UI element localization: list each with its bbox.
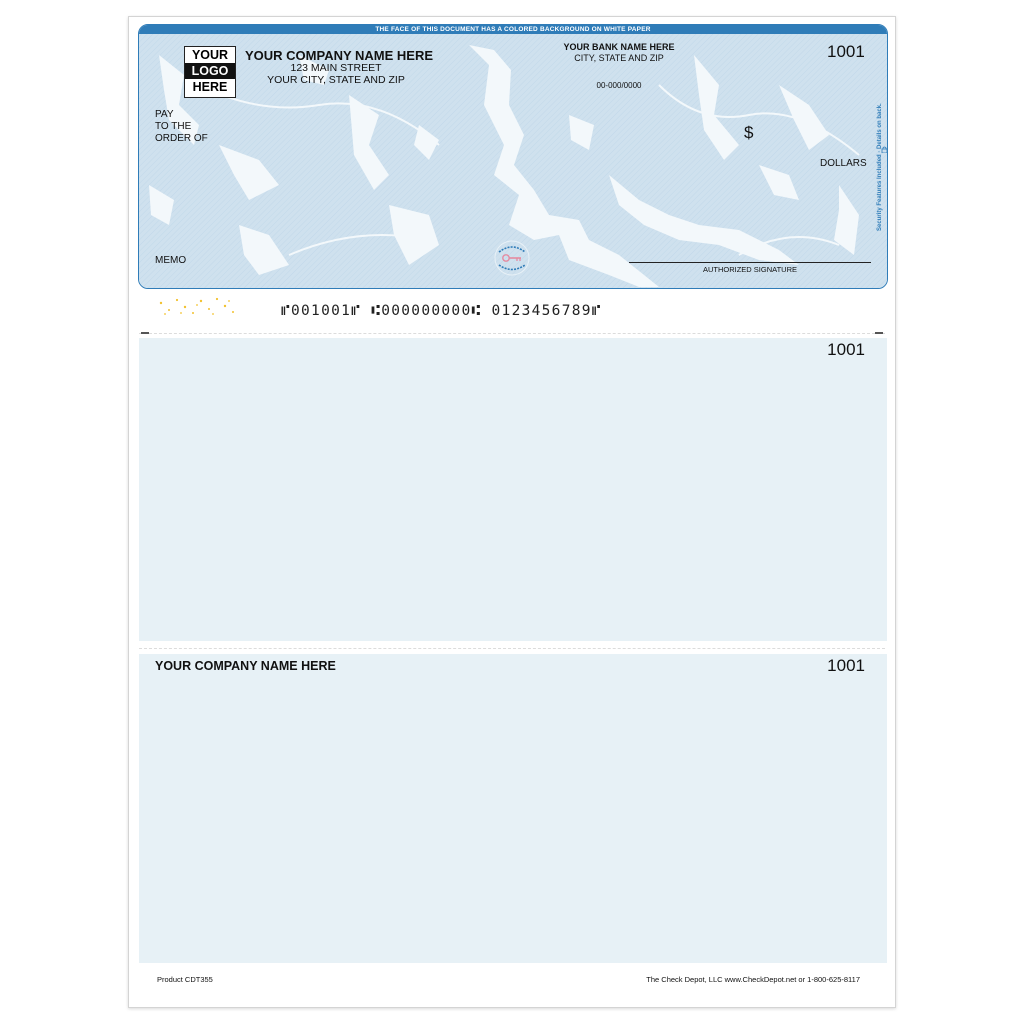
check-sheet xyxy=(128,16,896,1008)
logo-placeholder xyxy=(184,46,236,98)
stub-1-check-number: 1001 xyxy=(827,340,865,359)
dollar-sign: $ xyxy=(744,123,754,142)
perforation-1 xyxy=(139,333,885,334)
company-city: YOUR CITY, STATE AND ZIP xyxy=(267,74,405,86)
memo-label: MEMO xyxy=(155,255,187,266)
voucher-stub-2 xyxy=(139,654,887,963)
security-side-note: Security Features Included · Details on back. xyxy=(877,103,883,231)
stub-2-check-number: 1001 xyxy=(827,656,865,675)
bank-name: YOUR BANK NAME HERE xyxy=(563,42,675,52)
signature-line xyxy=(629,262,871,263)
heat-sensitive-seal-icon xyxy=(489,238,535,278)
voucher-stub-1 xyxy=(139,338,887,641)
product-code: Product CDT355 xyxy=(157,975,213,984)
vendor-info: The Check Depot, LLC www.CheckDepot.net or 1-800-625-8117 xyxy=(646,975,860,984)
check-number: 1001 xyxy=(827,42,865,61)
pay-line-1: PAY xyxy=(155,109,174,120)
logo-line-3: HERE xyxy=(192,80,228,94)
check-face xyxy=(138,24,888,289)
routing-fraction: 00-000/0000 xyxy=(596,81,642,90)
security-banner: THE FACE OF THIS DOCUMENT HAS A COLORED BACKGROUND ON WHITE PAPER xyxy=(139,25,887,34)
company-name: YOUR COMPANY NAME HERE xyxy=(245,48,434,63)
sparkle-pattern xyxy=(155,295,237,317)
logo-line-2: LOGO xyxy=(185,63,235,79)
stub-2-company-name: YOUR COMPANY NAME HERE xyxy=(155,659,336,673)
bank-city: CITY, STATE AND ZIP xyxy=(574,53,664,63)
perforation-2 xyxy=(139,648,885,649)
micr-line: ⑈001001⑈ ⑆000000000⑆ 0123456789⑈ xyxy=(281,303,602,319)
pay-to-label xyxy=(155,109,208,145)
logo-line-1: YOUR xyxy=(191,48,229,62)
signature-label: AUTHORIZED SIGNATURE xyxy=(702,265,798,274)
pay-line-3: ORDER OF xyxy=(155,133,208,144)
dollars-label: DOLLARS xyxy=(820,158,867,169)
perforation-mark-left xyxy=(141,332,149,334)
pay-line-2: TO THE xyxy=(155,121,192,132)
company-street: 123 MAIN STREET xyxy=(290,62,382,74)
perforation-mark-right xyxy=(875,332,883,334)
